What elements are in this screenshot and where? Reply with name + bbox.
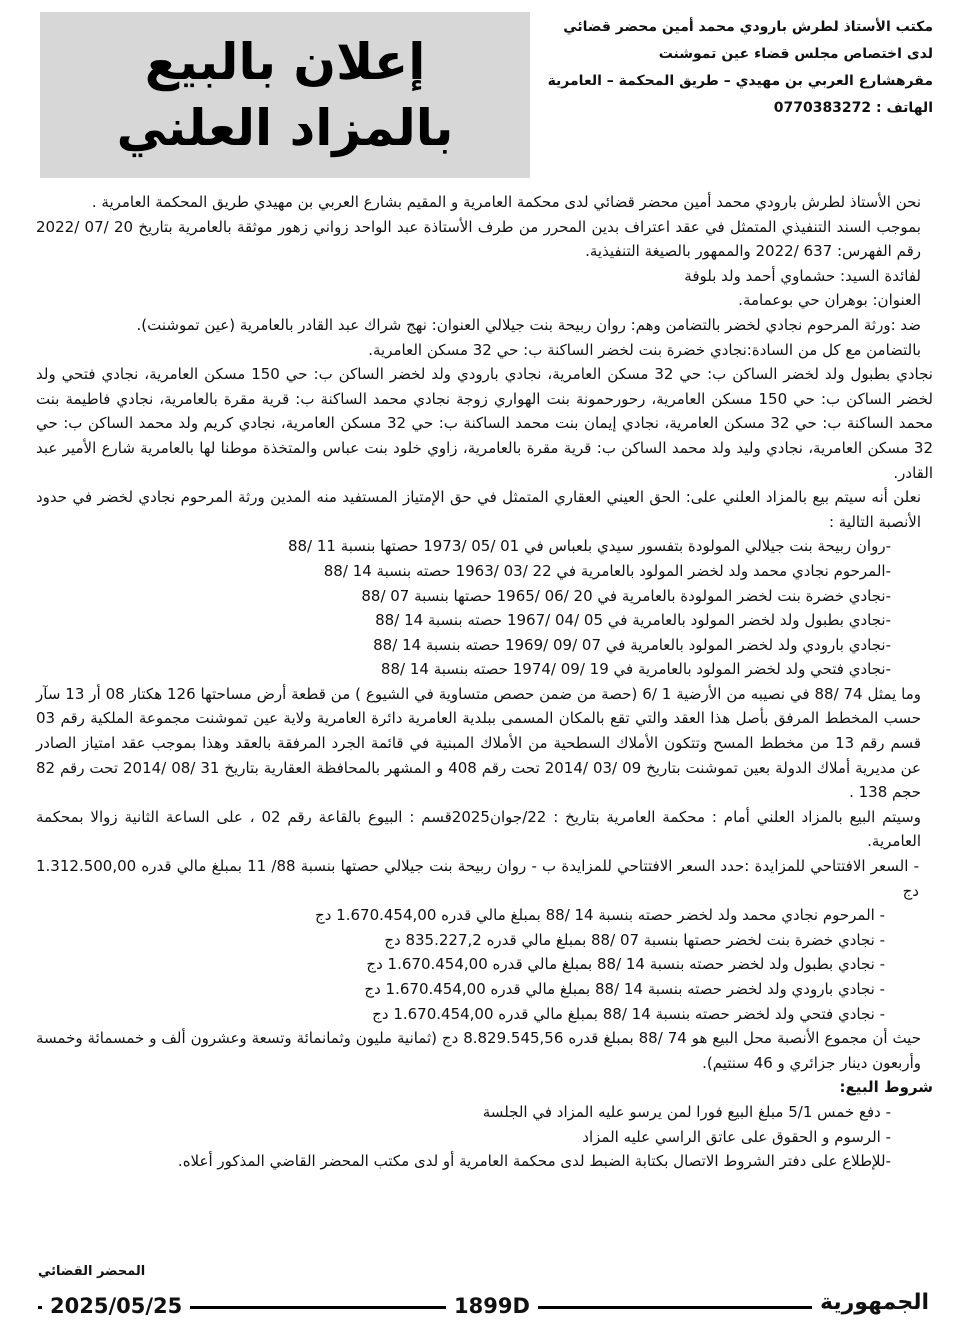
office-name: مكتب الأستاذ لطرش بارودي محمد أمين محضر قضائي xyxy=(563,19,933,35)
condition-item: - الرسوم و الحقوق على عاتق الراسي عليه المزاد xyxy=(582,1127,891,1146)
office-address: مقرهشارع العربي بن مهيدي – طريق المحكمة – العامرية xyxy=(547,73,933,89)
notice-body xyxy=(36,190,933,1174)
property-paragraph: وما يمثل 74 /88 في نصيبه من الأرضية 1 /6 (حصة من ضمن حصص متساوية في الشيوع ) من قطعة أرض مساحتها 126 هكتار 08 أر 13 سآر حسب المخطط المرفق بأصل هذا العقد والتي تقع بالمكان المسمى ببلدية العامرية دائرة العامرية ولاية عين تموشنت مجموعة الملكية رقم 03 قسم رقم 13 من مخطط المسح وتتكون الأملاك السطحية من الأملاك المبنية في قائمة الجرد المرفقة بالعقد وهذا بموجب عقد امتياز الصادر عن مديرية أملاك الدولة بعين تموشنت بتاريخ 09 /03 /2014 تحت رقم 408 و المشهر بالمحافظة العقارية بتاريخ 31 /08 /2014 تحت رقم 82 حجم 138 . xyxy=(36,684,922,802)
jointly-paragraph: بالتضامن مع كل من السادة:نجادي خضرة بنت لخضر الساكنة ب: حي 32 مسكن العامرية. xyxy=(368,340,921,359)
basis-paragraph: بموجب السند التنفيذي المتمثل في عقد اعتراف بدين المحرر من طرف الأستاذة عبد الواحد زواني زهور موثقة بالعامرية بتاريخ 20 /07 /2022 رقم الفهرس: 637 /2022 والممهور بالصيغة التنفيذية. xyxy=(36,217,921,261)
share-item: -المرحوم نجادي محمد ولد لخضر المولود بالعامرية في 22 /03 /1963 حصته بنسبة 14 /88 xyxy=(323,561,891,580)
shares-list xyxy=(36,534,933,682)
opening-prices-list xyxy=(36,903,933,1026)
phone-number: 0770383272 xyxy=(773,100,872,116)
announcement-paragraph: نعلن أنه سيتم بيع بالمزاد العلني على: الحق العيني العقاري المتمثل في حق الإمتياز المستفيد منه المدين ورثة المرحوم نجادي لخضر في حدود الأنصبة التالية : xyxy=(36,488,921,531)
opening-price-first: - السعر الافتتاحي للمزايدة :حدد السعر الافتتاحي للمزايدة ب - روان ربيحة بنت جيلالي حصتها بنسبة 88/ 11 بمبلغ مالي قدره 1.312.500,00 دج xyxy=(36,857,919,900)
share-item: -روان ربيحة بنت جيلالي المولودة بتفسور سيدي بلعباس في 01 /05 /1973 حصتها بنسبة 11 /88 xyxy=(287,537,891,556)
opening-price-item: - المرحوم نجادي محمد ولد لخضر حصته بنسبة 14 /88 بمبلغ مالي قدره 1.670.454,00 دج xyxy=(315,906,885,925)
notice-title-box xyxy=(40,12,530,178)
heirs-paragraph: نجادي بطبول ولد لخضر الساكن ب: حي 32 مسكن العامرية، نجادي بارودي ولد لخضر الساكن ب: حي 150 مسكن العامرية، نجادي فتحي ولد لخضر الساكن ب: حي 150 مسكن العامرية، رحورحمونة بنت الهواري زوجة نجادي محمد الساكنة ب: قرية مقرة بالعامرية، نجادي فاطيمة بنت محمد الساكنة ب: حي 32 مسكن العامرية، نجادي إيمان بنت محمد الساكنة ب: حي 32 مسكن العامرية، نجادي كريم ولد محمد الساكن ب: حي 32 مسكن العامرية، نجادي وليد ولد محمد الساكن ب: قرية مقرة بالعامرية، زاوي خلود بنت عباس والمتخذة موطنا لها بالعامرية شارع الأمير عبد القادر. xyxy=(36,365,934,482)
intro-paragraph: نحن الأستاذ لطرش بارودي محمد أمين محضر قضائي لدى محكمة العامرية و المقيم بشارع العربي بن مهيدي طريق المحكمة العامرية . xyxy=(91,193,921,211)
office-jurisdiction: لدى اختصاص مجلس قضاء عين تموشنت xyxy=(658,46,933,62)
share-item: -نجادي خضرة بنت لخضر المولودة بالعامرية في 20 /06 /1965 حصتها بنسبة 07 /88 xyxy=(361,586,891,605)
newspaper-name: الجمهورية xyxy=(812,1290,937,1315)
conditions-list xyxy=(36,1100,933,1174)
footer-issue-number: 1899D xyxy=(446,1294,538,1318)
share-item: -نجادي بارودي ولد لخضر المولود بالعامرية في 07 /09 /1969 حصته بنسبة 14 /88 xyxy=(373,635,891,654)
signature-label: المحضر القضائي xyxy=(38,1264,146,1279)
footer-date: 2025/05/25 xyxy=(42,1294,190,1318)
opening-price-item: - نجادي بارودي ولد لخضر حصته بنسبة 14 /88 بمبلغ مالي قدره 1.670.454,00 دج xyxy=(364,980,885,998)
opening-price-item: - نجادي خضرة بنت لخضر حصتها بنسبة 07 /88 بمبلغ مالي قدره 835.227,2 دج xyxy=(384,930,885,949)
opening-price-item: - نجادي فتحي ولد لخضر حصته بنسبة 14 /88 بمبلغ مالي قدره 1.670.454,00 دج xyxy=(372,1004,885,1023)
against-paragraph: ضد :ورثة المرحوم نجادي لخضر بالتضامن وهم: روان ربيحة بنت جيلالي العنوان: نهج شراك عبد القادر بالعامرية (عين تموشنت). xyxy=(136,315,921,334)
share-item: -نجادي فتحي ولد لخضر المولود بالعامرية في 19 /09 /1974 حصته بنسبة 14 /88 xyxy=(380,660,891,679)
condition-item: - دفع خمس 5/1 مبلغ البيع فورا لمن يرسو عليه المزاد في الجلسة xyxy=(482,1102,891,1121)
conditions-title: شروط البيع: xyxy=(839,1078,933,1097)
total-paragraph: حيث أن مجموع الأنصبة محل البيع هو 74 /88 بمبلغ قدره 8.829.545,56 دج (ثمانية مليون وثمانمائة وتسعة وعشرون ألف و خمسمائة وخمسة وأربعون دينار جزائري و 46 سنتيم). xyxy=(36,1029,921,1072)
beneficiary-line: لفائدة السيد: حشماوي أحمد ولد بلوفة xyxy=(684,266,921,285)
phone-label: الهاتف : xyxy=(876,100,933,116)
sale-venue-paragraph: وسيتم البيع بالمزاد العلني أمام : محكمة العامرية بتاريخ : 22/جوان2025قسم : البيوع بالقاعة رقم 02 ، على الساعة الثانية زوالا بمحكمة العامرية. xyxy=(36,807,921,851)
share-item: -نجادي بطبول ولد لخضر المولود بالعامرية في 05 /04 /1967 حصته بنسبة 14 /88 xyxy=(375,611,891,630)
opening-price-item: - نجادي بطبول ولد لخضر حصته بنسبة 14 /88 بمبلغ مالي قدره 1.670.454,00 دج xyxy=(366,955,885,974)
bailiff-office-header xyxy=(513,14,933,122)
notice-title-line1: إعلان بالبيع xyxy=(144,33,426,91)
office-phone xyxy=(513,95,933,122)
condition-item: -للإطلاع على دفتر الشروط الاتصال بكتابة الضبط لدى محكمة العامرية أو لدى مكتب المحضر القاضي المذكور أعلاه. xyxy=(177,1152,891,1171)
address-line: العنوان: بوهران حي بوعمامة. xyxy=(738,291,921,310)
notice-title-line2: بالمزاد العلني xyxy=(116,99,454,157)
